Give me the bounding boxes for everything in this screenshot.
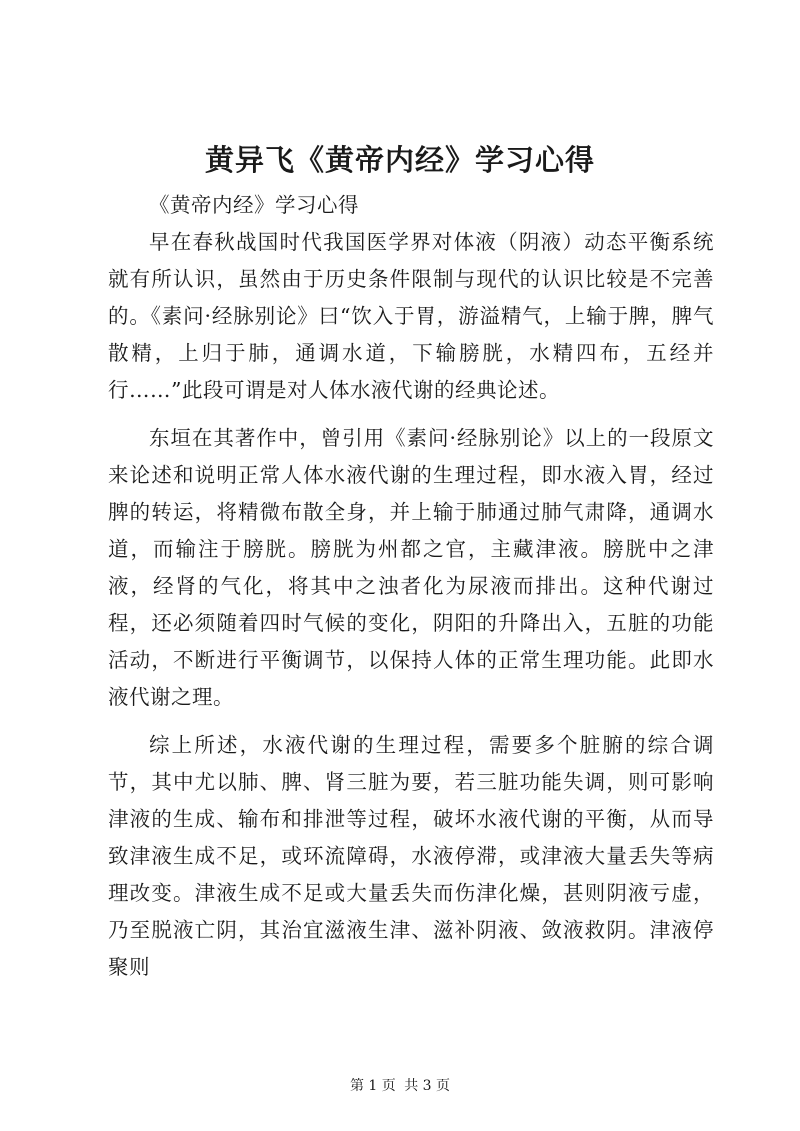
document-title: 黄异飞《黄帝内经》学习心得 (204, 143, 595, 177)
paragraph-subtitle: 《黄帝内经》学习心得 (149, 193, 359, 217)
paragraph: 早在春秋战国时代我国医学界对体液（阴液）动态平衡系统就有所认识，虽然由于历史条件限制与现代的认识比较是不完善的。《素问·经脉别论》曰“饮入于胃，游溢精气，上输于脾，脾气散精，上归于肺，通调水道，下输膀胱，水精四布，五经并行……”此段可谓是对人体水液代谢的经典论述。 (108, 230, 714, 402)
document-body (108, 187, 714, 986)
page-number: 第 1 页 (349, 1078, 396, 1094)
page-footer (0, 1076, 800, 1096)
paragraph: 综上所述，水液代谢的生理过程，需要多个脏腑的综合调节，其中尤以肺、脾、肾三脏为要，若三脏功能失调，则可影响津液的生成、输布和排泄等过程，破坏水液代谢的平衡，从而导致津液生成不足，或环流障碍，水液停滞，或津液大量丢失等病理改变。津液生成不足或大量丢失而伤津化燥，甚则阴液亏虚，乃至脱液亡阴，其治宜滋液生津、滋补阴液、敛液救阴。津液停聚则 (108, 733, 714, 979)
paragraph: 东垣在其著作中，曾引用《素问·经脉别论》以上的一段原文来论述和说明正常人体水液代谢的生理过程，即水液入胃，经过脾的转运，将精微布散全身，并上输于肺通过肺气肃降，通调水道，而输注于膀胱。膀胱为州都之官，主藏津液。膀胱中之津液，经肾的气化，将其中之浊者化为尿液而排出。这种代谢过程，还必须随着四时气候的变化，阴阳的升降出入，五脏的功能活动，不断进行平衡调节，以保持人体的正常生理功能。此即水液代谢之理。 (108, 426, 714, 709)
page-total: 共 3 页 (404, 1078, 451, 1094)
